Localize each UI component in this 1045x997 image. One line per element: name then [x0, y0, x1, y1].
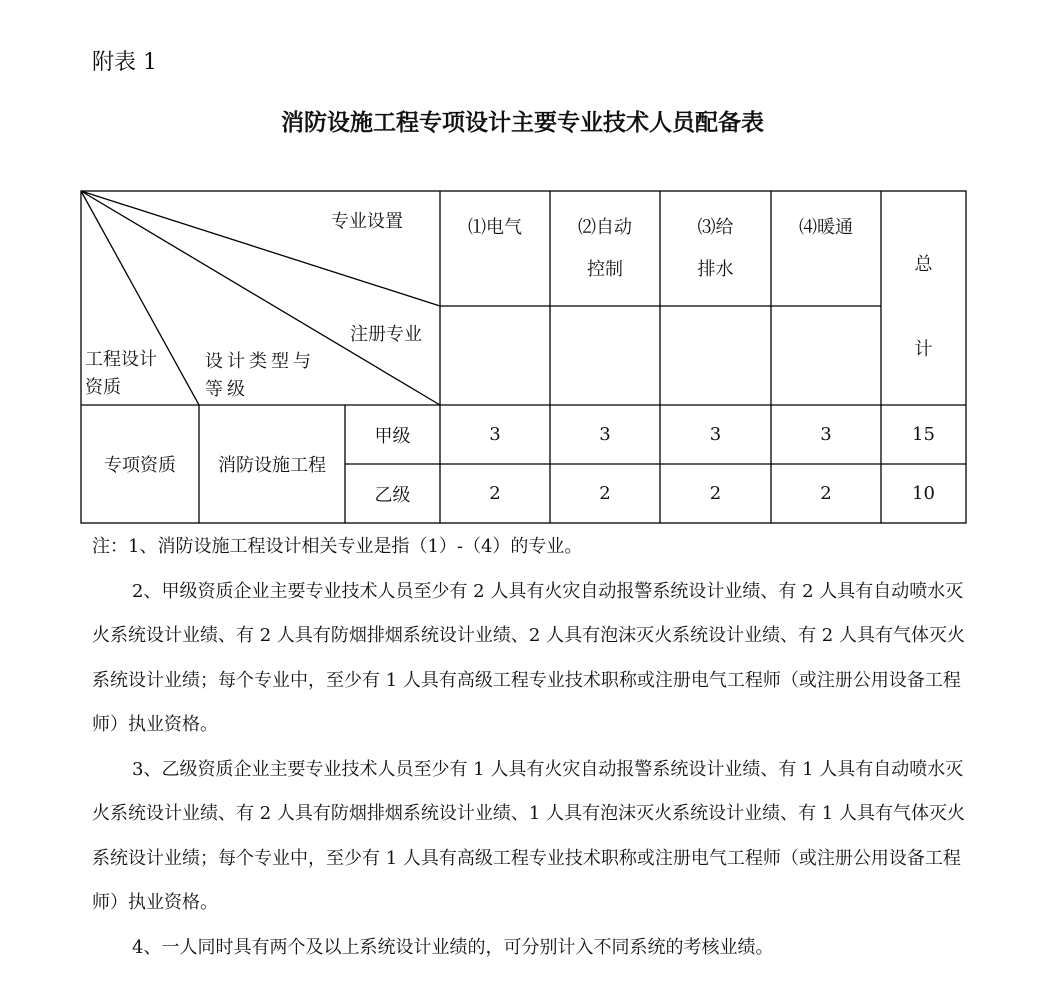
page-title: 消防设施工程专项设计主要专业技术人员配备表: [281, 110, 764, 136]
table-cell: 3: [709, 424, 722, 445]
column-header-line: ⑷暖通: [799, 217, 853, 238]
total-cell: 15: [912, 424, 935, 445]
note-4: 4、一人同时具有两个及以上系统设计业绩的，可分别计入不同系统的考核业绩。: [132, 936, 774, 958]
column-header-water: [660, 207, 771, 291]
column-header-total-2: 计: [914, 339, 933, 360]
column-header-line: ⑴电气: [468, 217, 522, 238]
column-header-line: 控制: [587, 259, 623, 280]
note-2: 2、甲级资质企业主要专业技术人员至少有 2 人具有火灾自动报警系统设计业绩、有 2 人具有自动喷水灭火系统设计业绩、有 2 人具有防烟排烟系统设计业绩、2 人具有泡沫灭火系统设计业绩、有 2 人具有气体灭火系统设计业绩；每个专业中，至少有 1 人具有高级工程专业技术职称或注册电气工程师（或注册公用设备工程师）执业资格。: [92, 580, 965, 735]
grade-cell: 乙级: [374, 484, 411, 506]
total-cell: 10: [912, 483, 935, 504]
header-specialty-setup: 专业设置: [331, 211, 403, 232]
header-qualification: 工程设计资质: [85, 349, 157, 398]
table-cell: 3: [820, 424, 832, 445]
table-cell: 2: [599, 483, 611, 504]
column-header-line: ⑵自动: [578, 217, 632, 238]
column-header-line: ⑶给: [697, 217, 734, 238]
column-header-total-1: 总: [914, 254, 933, 275]
column-header-hvac: [771, 207, 881, 249]
column-header-line: 排水: [697, 259, 734, 280]
attachment-label: 附表 1: [92, 50, 157, 75]
header-design-type-grade: 设计类型与等级: [205, 351, 315, 400]
table-cell: 2: [820, 483, 832, 504]
table-cell: 2: [709, 483, 722, 504]
row-group-type: 消防设施工程: [218, 455, 326, 476]
table-cell: 2: [489, 483, 501, 504]
notes-section: [92, 525, 972, 970]
column-header-electrical: [440, 207, 550, 249]
header-registered-specialty: 注册专业: [350, 324, 422, 345]
table-cell: 3: [599, 424, 611, 445]
note-1: 注：1、消防设施工程设计相关专业是指（1）-（4）的专业。: [92, 536, 583, 557]
row-group-qualification: 专项资质: [104, 455, 176, 476]
grade-cell: 甲级: [374, 425, 411, 447]
column-header-auto-control: [550, 207, 660, 291]
table-cell: 3: [489, 424, 501, 445]
note-3: 3、乙级资质企业主要专业技术人员至少有 1 人具有火灾自动报警系统设计业绩、有 1 人具有自动喷水灭火系统设计业绩、有 2 人具有防烟排烟系统设计业绩、1 人具有泡沫灭火系统设计业绩、有 1 人具有气体灭火系统设计业绩；每个专业中，至少有 1 人具有高级工程专业技术职称或注册电气工程师（或注册公用设备工程师）执业资格。: [92, 758, 965, 913]
